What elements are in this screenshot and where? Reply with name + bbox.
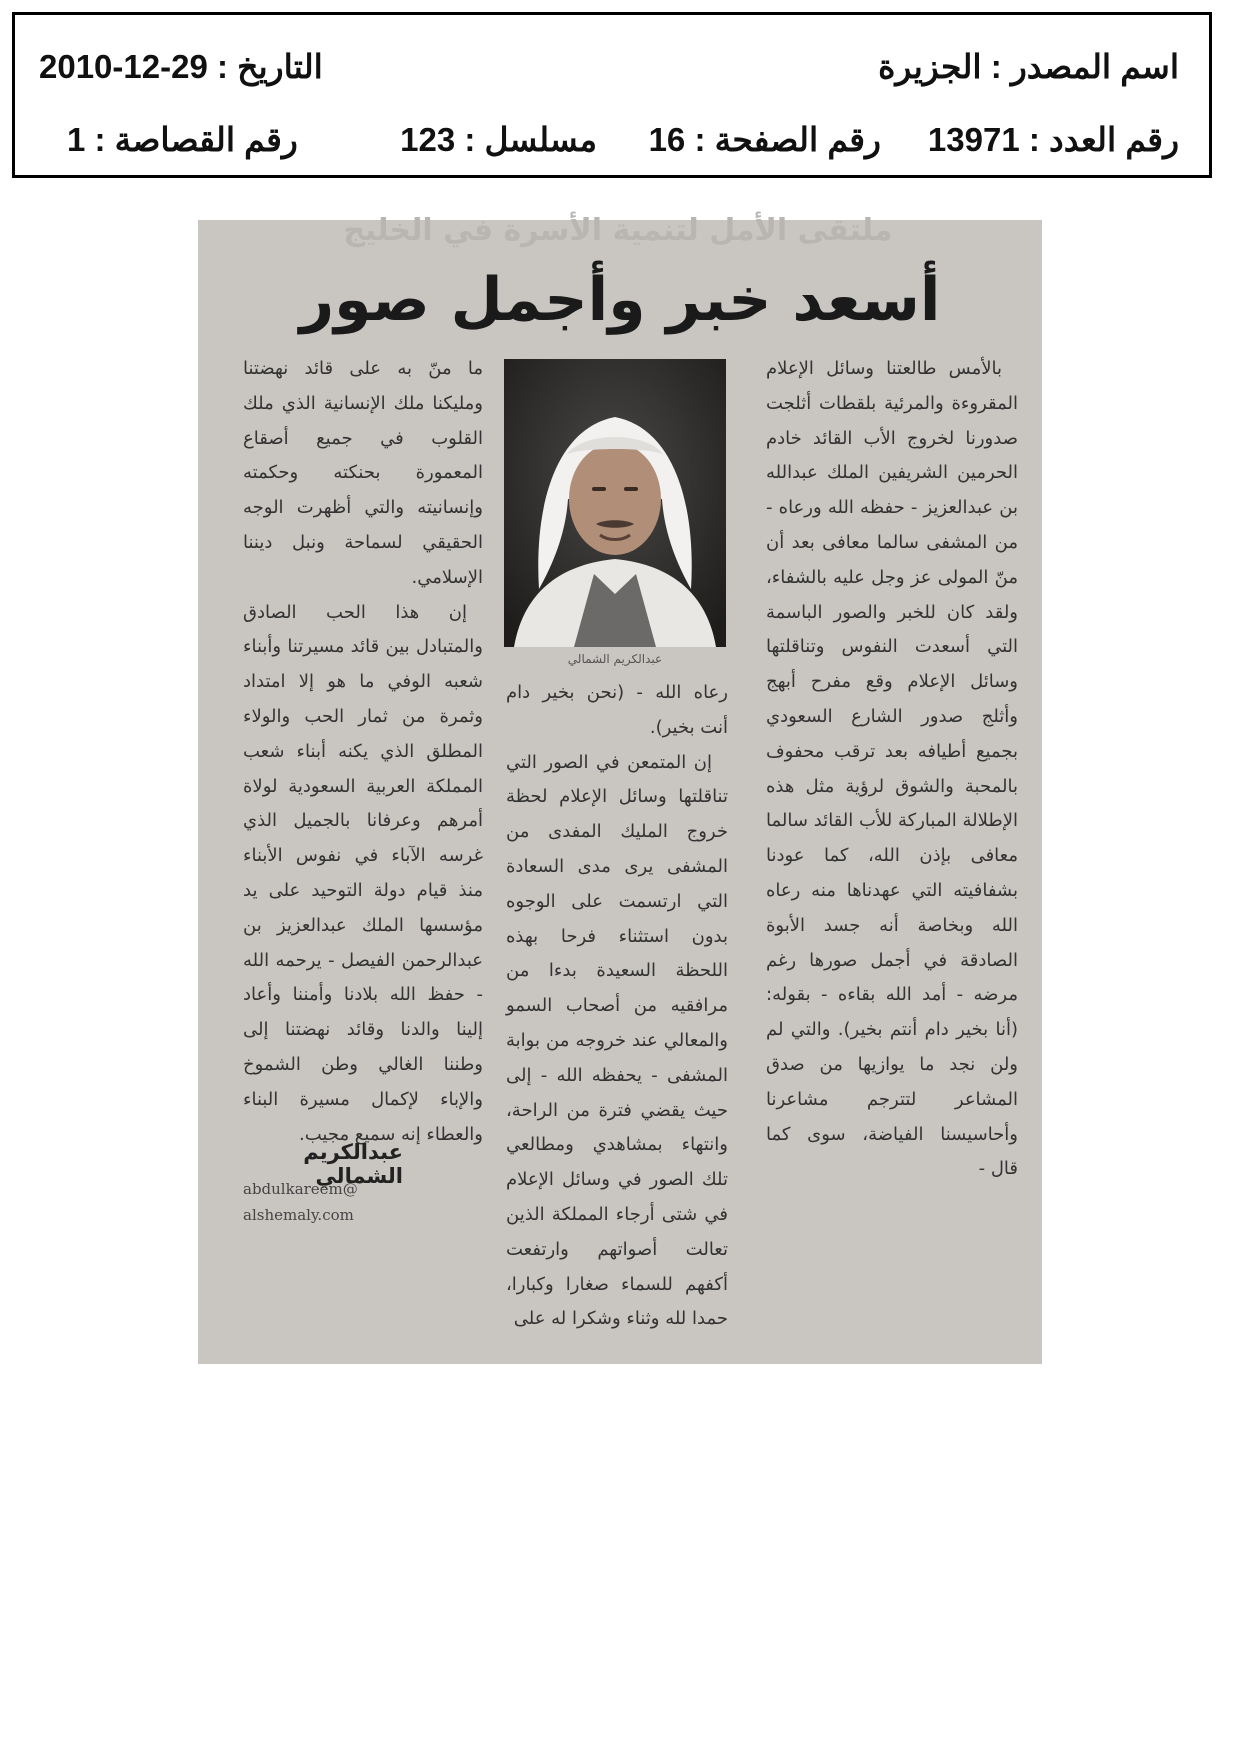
author-signature: عبدالكريم الشمالي: [303, 1140, 403, 1188]
paragraph: إن المتمعن في الصور التي تناقلتها وسائل الإعلام لحظة خروج المليك المفدى من المشفى يرى مدى السعادة التي ارتسمت على الوجوه بدون استثناء فرحا بهذه اللحظة السعيدة بدءا من مرافقيه من أصحاب السمو والمعالي عند خروجه من بوابة المشفى - يحفظه الله - إلى حيث يقضي فترة من الراحة، وانتهاء بمشاهدي ومطالعي تلك الصور في وسائل الإعلام في شتى أرجاء المملكة الذين تعالت أصواتهم وارتفعت أكفهم للسماء صغارا وكبارا، حمدا لله وثناء وشكرا له على: [506, 751, 728, 1330]
article-column-left: [243, 352, 483, 1145]
page-number: رقم الصفحة : 16: [648, 121, 881, 158]
source-name: اسم المصدر : الجزيرة: [878, 48, 1179, 85]
article-headline: أسعد خبر وأجمل صور: [299, 265, 941, 335]
paragraph: إن هذا الحب الصادق والمتبادل بين قائد مسيرتنا وأبناء شعبه الوفي ما هو إلا امتداد وثمرة من ثمار الحب والولاء المطلق الذي يكنه أبناء شعب المملكة العربية السعودية لولاة أمرهم وعرفانا بالجميل الذي غرسه الآباء في نفوس الأبناء منذ قيام دولة التوحيد على يد مؤسسها الملك عبدالعزيز بن عبدالرحمن الفيصل - يرحمه الله - حفظ الله بلادنا وأمننا وأعاد إلينا والدنا وقائد نهضتنا إلى وطننا الغالي وطن الشموخ والإباء لإكمال مسيرة البناء والعطاء إنه سميع مجيب.: [243, 601, 483, 1145]
paragraph: رعاه الله - (نحن بخير دام أنت بخير).: [506, 682, 728, 738]
newspaper-clipping: [198, 213, 1042, 1364]
article-column-right: [766, 352, 1018, 1342]
paragraph: ما منّ به على قائد نهضتنا ومليكنا ملك الإنسانية الذي ملك القلوب في جميع أصقاع المعمورة بحنكته وحكمته وإنسانيته والتي أظهرت الوجه الحقيقي لسماحة ونبل ديننا الإسلامي.: [243, 358, 483, 588]
paragraph: بالأمس طالعتنا وسائل الإعلام المقروءة والمرئية بلقطات أثلجت صدورنا لخروج الأب القائد خادم الحرمين الشريفين الملك عبدالله بن عبدالعزيز - حفظه الله ورعاه - من المشفى سالما معافى بعد أن منّ المولى عز وجل عليه بالشفاء، ولقد كان للخبر والصور الباسمة التي أسعدت النفوس وتناقلتها وسائل الإعلام وقع مفرح أبهج وأثلج صدور الشارع السعودي بجميع أطيافه بعد ترقب محفوف بالمحبة والشوق لرؤية مثل هذه الإطلالة المباركة للأب القائد سالما معافى بإذن الله، كما عودنا بشفافيته التي عهدناها منه رعاه الله وبخاصة أنه جسد الأبوة الصادقة في أجمل صورها رغم مرضه - أمد الله بقاءه - بقوله: (أنا بخير دام أنتم بخير). والتي لم ولن نجد ما يوازيها من صدق المشاعر لتترجم مشاعرنا وأحاسيسنا الفياضة، سوى كما قال -: [766, 358, 1018, 1180]
author-portrait-image: [504, 359, 726, 647]
photo-caption: عبدالكريم الشمالي: [567, 652, 663, 666]
clipping-number: رقم القصاصة : 1: [67, 121, 298, 158]
author-photo: [504, 359, 726, 647]
article-column-middle: [506, 676, 728, 1342]
author-email-line-2: alshemaly.com: [243, 1206, 354, 1224]
faint-top-line: ملتقى الأمل لتنمية الأسرة في الخليج: [343, 213, 893, 248]
clipping-date: التاريخ : 29-12-2010: [39, 48, 323, 85]
serial-number: مسلسل : 123: [400, 121, 597, 158]
clipping-info-header: [12, 12, 1212, 178]
issue-number: رقم العدد : 13971: [927, 121, 1179, 158]
author-email-line-1: abdulkareem@: [243, 1180, 358, 1198]
